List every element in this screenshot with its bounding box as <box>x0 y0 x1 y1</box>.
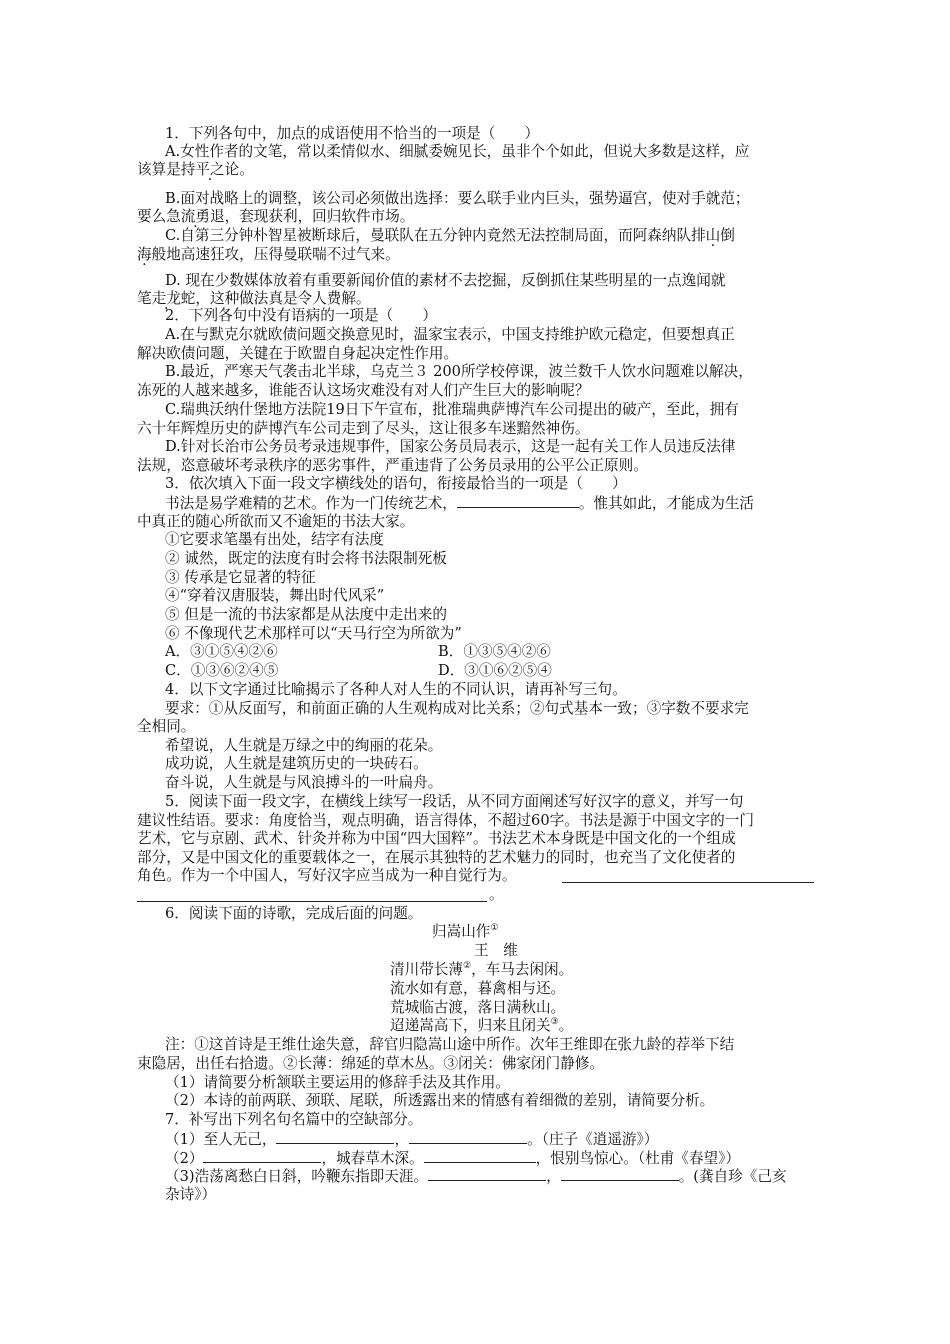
q2-option-d-line1: D.针对长治市公务员考录违规事件，国家公务员局表示，这是一起有关工作人员违反法律 <box>165 438 736 455</box>
q1-c-post: 般地高速狂攻，压得曼联喘不过气来。 <box>151 246 400 263</box>
q3-sentence-2: ② 诚然，既定的法度有时会将书法限制死板 <box>165 550 447 567</box>
q3-passage-line2: 中真正的随心所欲而又不逾矩的书法大家。 <box>137 513 415 530</box>
q7-item-1: （1）至人无己， ， 。（庄子《逍遥游》） <box>165 1131 659 1148</box>
q5-answer-line-1[interactable] <box>562 882 814 883</box>
q5-line5: 角色。作为一个中国人，写好汉字应当成为一种自觉行为。 <box>137 867 517 884</box>
q1-option-b-line2 <box>137 207 414 226</box>
q7-item-2: （2） ，城春草木深。 ，恨别鸟惊心。（杜甫《春望》） <box>165 1150 740 1167</box>
q1-option-a-line2 <box>137 160 254 179</box>
q1-option-c-line1 <box>165 226 735 245</box>
q3-sentence-1: ①它要求笔墨有出处，结字有法度 <box>165 531 384 548</box>
poem-note-line2: 束隐居，出任右拾遗。②长薄：绵延的草木丛。③闭关：佛家闭门静修。 <box>137 1055 605 1072</box>
q3-choice-b: B．①③⑤④②⑥ <box>438 643 551 660</box>
q4-example-3: 奋斗说，人生就是与风浪搏斗的一叶扁舟。 <box>165 774 443 791</box>
poem-verse-3: 荒城临古渡，落日满秋山。 <box>390 999 566 1016</box>
q1-d-idiom: 笔走龙蛇 <box>137 290 196 307</box>
q1-c-pre: C.自第三分钟朴智星被断球后，曼联队在五分钟内竟然无法控制局面，而阿森纳队 <box>165 227 692 244</box>
poem-verse-2: 流水如有意，暮禽相与还。 <box>390 980 566 997</box>
q5-line3: 艺术，它与京剧、武术、针灸并称为中国“四大国粹”。书法艺术本身既是中国文化的一个组成 <box>137 830 736 847</box>
q1-c-idiom-part1: 排山倒 <box>691 227 735 244</box>
q2-option-b-line1: B.最近，严寒天气袭击北半球，乌克兰３ 200所学校停课，波兰数千人饮水问题难以解决， <box>165 363 753 380</box>
q4-requirement-line1: 要求：①从反面写，和前面正确的人生观构成对比关系；②句式基本一致；③字数不要求完 <box>165 700 749 717</box>
q2-option-d-line2: 法规，恣意破坏考录秩序的恶劣事件，严重违背了公务员录用的公平公正原则。 <box>137 457 648 474</box>
q2-option-b-line2: 冻死的人越来越多，谁能否认这场灾难没有对人们产生巨大的影响呢？ <box>137 382 590 399</box>
q2-stem: 2．下列各句中没有语病的一项是（ ） <box>165 307 437 324</box>
q2-option-c-line2: 六十年辉煌历史的萨博汽车公司走到了尽头，这让很多车迷黯然神伤。 <box>137 420 590 437</box>
q5-line2: 建议性结语。要求：角度恰当，观点明确，语言得体，不超过60字。书法是源于中国文字的一门 <box>137 812 754 829</box>
q4-example-2: 成功说，人生就是建筑历史的一块砖石。 <box>165 755 428 772</box>
q1-option-b-line1: B.面对战略上的调整，该公司必须做出选择：要么联手业内巨头，强势逼宫，使对手就范； <box>165 190 750 207</box>
q1-option-a-line1: A.女性作者的文笔，常以柔情似水、细腻委婉见长，虽非个个如此，但说大多数是这样，应 <box>165 143 750 160</box>
q6-subquestion-2: （2）本诗的前两联、颈联、尾联，所透露出来的情感有着细微的差别，请简要分析。 <box>165 1092 715 1109</box>
q7-item-3-blank-2[interactable] <box>561 1166 679 1181</box>
q3-passage-line1 <box>165 493 754 513</box>
q1-option-d-line1: D. 现在少数媒体放着有重要新闻价值的素材不去挖掘，反倒抓住某些明星的一点逸闻就 <box>165 272 726 289</box>
q3-stem: 3．依次填入下面一段文字横线处的语句，衔接最恰当的一项是（ ） <box>165 475 627 492</box>
q2-option-a-line1: A.在与默克尔就欧债问题交换意见时，温家宝表示，中国支持维护欧元稳定，但要想真正 <box>165 326 735 343</box>
q1-a-post: 。 <box>239 161 254 178</box>
q3-sentence-3: ③ 传承是它显著的特征 <box>165 569 316 586</box>
q1-b-post: ，套现获利，回归软件市场。 <box>224 208 415 225</box>
q7-item-3-blank-1[interactable] <box>428 1166 546 1181</box>
q3-choice-a: A．③①⑤④②⑥ <box>165 643 278 660</box>
poem-verse-1-note: ② <box>462 961 472 972</box>
q1-d-post: ，这种做法真是令人费解。 <box>195 290 371 307</box>
poem-verse-4-note: ③ <box>550 1017 559 1028</box>
q3-choice-c: C．①③⑥②④⑤ <box>165 662 279 679</box>
q3-fill-blank[interactable] <box>457 493 579 508</box>
q5-answer-line-2[interactable] <box>137 901 487 902</box>
poem-author: 王 维 <box>474 942 518 959</box>
poem-title: 归嵩山作① <box>432 923 499 940</box>
q4-requirement-line2: 全相同。 <box>137 718 196 735</box>
poem-verse-4: 迢递嵩高下，归来且闭关③。 <box>390 1017 574 1034</box>
q1-b-idiom: 急流勇退 <box>166 208 225 225</box>
q7-item-3: （3)浩荡离愁白日斜，吟鞭东指即天涯。 ， 。(龚自珍《己亥 <box>165 1168 787 1185</box>
q7-item-2-blank-2[interactable] <box>424 1148 536 1163</box>
q6-subquestion-1: （1）请简要分析颔联主要运用的修辞手法及其作用。 <box>165 1074 510 1091</box>
q1-option-c-line2 <box>137 245 400 264</box>
q5-line4: 部分，又是中国文化的重要载体之一，在展示其独特的艺术魅力的同时，也充当了文化使者的 <box>137 849 736 866</box>
q3-sentence-6: ⑥ 不像现代艺术那样可以“天马行空为所欲为” <box>165 625 462 642</box>
q6-stem: 6．阅读下面的诗歌，完成后面的问题。 <box>165 905 423 922</box>
q5-answer-end: 。 <box>489 886 504 903</box>
q1-a-idiom: 持平之论 <box>180 161 240 178</box>
poem-note-line1: 注：①这首诗是王维仕途失意，辞官归隐嵩山途中所作。次年王维即在张九龄的荐举下结 <box>165 1036 735 1053</box>
q7-item-3-line2: 杂诗》） <box>165 1186 217 1203</box>
q1-stem: 1．下列各句中，加点的成语使用不恰当的一项是（ ） <box>165 125 540 142</box>
q1-c-idiom-part2: 海 <box>137 246 152 263</box>
poem-verse-1: 清川带长薄②，车马去闲闲。 <box>390 961 574 978</box>
q7-stem: 7．补写出下列名句名篇中的空缺部分。 <box>165 1111 423 1128</box>
q2-option-a-line2: 解决欧债问题，关键在于欧盟自身起决定性作用。 <box>137 345 459 362</box>
q7-item-1-blank-2[interactable] <box>409 1129 527 1144</box>
q7-item-1-blank-1[interactable] <box>276 1129 394 1144</box>
q5-line1: 5．阅读下面一段文字，在横线上续写一段话，从不同方面阐述写好汉字的意义，并写一句 <box>165 793 744 810</box>
q7-item-2-blank-1[interactable] <box>203 1148 321 1163</box>
q3-sentence-4: ④“穿着汉唐服装，舞出时代风采” <box>165 587 385 604</box>
q4-example-1: 希望说，人生就是万绿之中的绚丽的花朵。 <box>165 737 443 754</box>
q4-stem: 4．以下文字通过比喻揭示了各种人对人生的不同认识，请再补写三句。 <box>165 681 627 698</box>
q3-sentence-5: ⑤ 但是一流的书法家都是从法度中走出来的 <box>165 606 447 623</box>
poem-title-note: ① <box>490 923 499 934</box>
q3-choice-d: D．③①⑥②⑤④ <box>438 662 552 679</box>
q1-b-pre: 要么 <box>137 208 167 225</box>
q3-passage-pre: 书法是易学难精的艺术。作为一门传统艺术， <box>165 495 457 512</box>
q2-option-c-line1: C.瑞典沃纳什堡地方法院19日下午宣布，批准瑞典萨博汽车公司提出的破产，至此，拥有 <box>165 401 739 418</box>
q1-a-pre: 该算是 <box>137 161 181 178</box>
q3-passage-post: 。惟其如此，才能成为生活 <box>578 495 755 512</box>
